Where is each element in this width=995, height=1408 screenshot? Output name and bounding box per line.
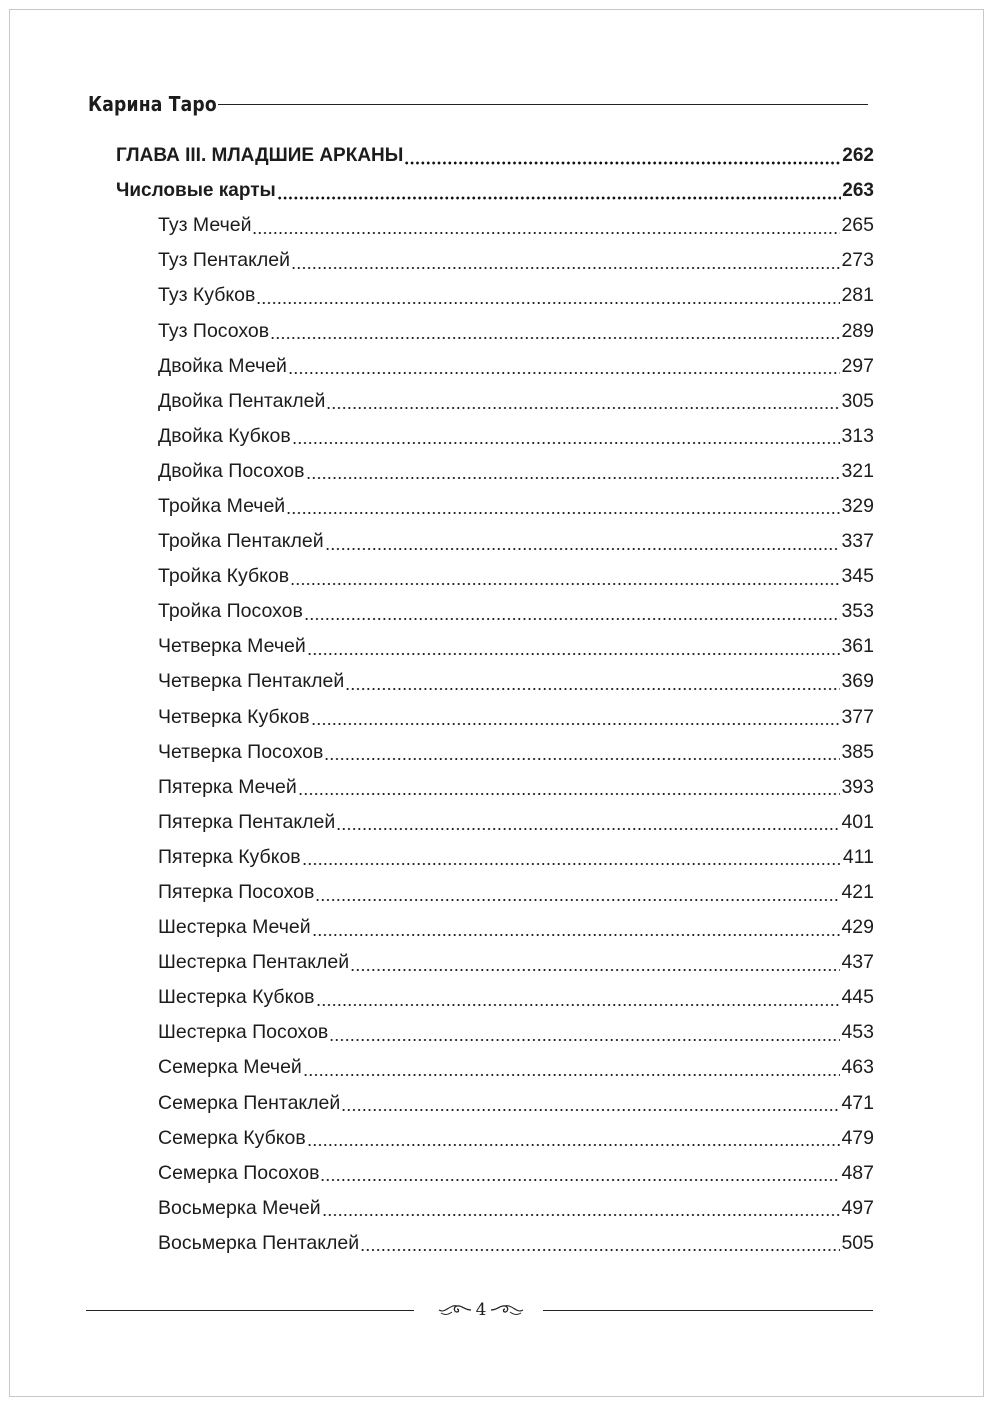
dot-leader [302,862,842,866]
toc-page-number: 345 [841,565,874,588]
footer-ornament [436,1300,526,1320]
footer-rule-left [86,1310,414,1311]
toc-entry-title: Шестерка Кубков [158,986,315,1009]
toc-page-number: 385 [841,740,874,763]
dot-leader [303,1073,841,1077]
toc-page-number: 361 [841,635,874,658]
dot-leader [404,161,841,165]
toc-entry-title: Шестерка Посохов [158,1021,329,1044]
table-of-contents [116,138,874,1261]
toc-entry-row [116,805,874,840]
toc-entry-row [116,875,874,910]
toc-page-number: 429 [841,916,874,939]
toc-entry-title: Четверка Пентаклей [158,670,345,693]
header-rule [218,104,868,105]
toc-entry-title: Двойка Мечей [158,354,287,377]
toc-page-number: 369 [841,670,874,693]
toc-entry-row [116,349,874,384]
toc-entry-title: Четверка Посохов [158,740,324,763]
toc-page-number: 305 [841,389,874,412]
toc-entry-title: ГЛАВА III. МЛАДШИЕ АРКАНЫ [116,144,404,166]
dot-leader [312,933,841,937]
dot-leader [316,1003,841,1007]
toc-entry-row [116,1191,874,1226]
toc-entry-row [116,419,874,454]
toc-page-number: 437 [841,951,874,974]
toc-entry-row [116,664,874,699]
toc-entry-row [116,770,874,805]
dot-leader [290,582,840,586]
dot-leader [315,898,840,902]
dot-leader [345,687,840,691]
toc-entry-title: Туз Посохов [158,319,270,342]
toc-entry-title: Тройка Мечей [158,494,286,517]
dot-leader [322,1213,841,1217]
toc-entry-row [116,384,874,419]
toc-page-number: 497 [841,1196,874,1219]
toc-entry-title: Тройка Кубков [158,565,290,588]
toc-page-number: 463 [841,1056,874,1079]
flourish-left-icon [438,1303,472,1317]
dot-leader [286,511,840,515]
page-number: 4 [475,1299,487,1320]
toc-entry-title: Шестерка Пентаклей [158,951,350,974]
toc-entry-row [116,454,874,489]
dot-leader [360,1248,840,1252]
toc-page-number: 377 [841,705,874,728]
toc-page-number: 265 [841,214,874,237]
toc-entry-title: Пятерка Кубков [158,845,301,868]
toc-entry-title: Пятерка Пентаклей [158,810,336,833]
toc-entry-title: Тройка Посохов [158,600,303,623]
toc-page-number: 321 [841,459,874,482]
dot-leader [341,1108,840,1112]
toc-page-number: 487 [841,1161,874,1184]
header-author: Карина Таро [88,92,217,116]
toc-page-number: 411 [842,845,874,868]
toc-page-number: 273 [841,249,874,272]
dot-leader [307,652,841,656]
dot-leader [277,196,842,200]
toc-entry-row [116,980,874,1015]
toc-page-number: 393 [841,775,874,798]
toc-entry-row [116,629,874,664]
toc-entry-row [116,1015,874,1050]
dot-leader [270,336,840,340]
toc-page-number: 445 [841,986,874,1009]
toc-page-number: 263 [842,179,874,201]
toc-entry-title: Семерка Посохов [158,1161,320,1184]
dot-leader [325,547,841,551]
dot-leader [320,1178,840,1182]
toc-entry-title: Семерка Кубков [158,1126,306,1149]
toc-entry-title: Семерка Мечей [158,1056,302,1079]
toc-heading-row [116,173,874,208]
dot-leader [326,406,840,410]
toc-entry-row [116,735,874,770]
dot-leader [350,968,840,972]
toc-page-number: 337 [841,530,874,553]
toc-heading-row [116,138,874,173]
toc-page-number: 289 [841,319,874,342]
toc-entry-row [116,910,874,945]
toc-page-number: 471 [841,1091,874,1114]
dot-leader [336,827,840,831]
toc-entry-row [116,559,874,594]
toc-entry-title: Туз Пентаклей [158,249,290,272]
toc-entry-title: Шестерка Мечей [158,916,311,939]
toc-entry-row [116,1050,874,1085]
toc-entry-title: Восьмерка Пентаклей [158,1231,360,1254]
toc-entry-title: Семерка Пентаклей [158,1091,341,1114]
toc-entry-row [116,243,874,278]
toc-entry-row [116,1226,874,1261]
toc-page-number: 479 [841,1126,874,1149]
toc-entry-row [116,489,874,524]
dot-leader [288,371,841,375]
toc-page-number: 329 [841,494,874,517]
toc-entry-row [116,208,874,243]
toc-page-number: 505 [841,1231,874,1254]
toc-entry-title: Двойка Посохов [158,459,305,482]
running-header [88,86,868,116]
dot-leader [324,757,840,761]
toc-entry-row [116,278,874,313]
toc-entry-title: Туз Мечей [158,214,252,237]
toc-entry-row [116,945,874,980]
dot-leader [291,266,840,270]
toc-entry-title: Пятерка Мечей [158,775,297,798]
toc-page-number: 421 [841,881,874,904]
toc-entry-row [116,840,874,875]
dot-leader [304,617,841,621]
toc-entry-title: Двойка Пентаклей [158,389,326,412]
toc-entry-title: Четверка Мечей [158,635,306,658]
toc-entry-title: Числовые карты [116,179,276,201]
toc-entry-row [116,1121,874,1156]
toc-page-number: 262 [842,144,874,166]
toc-entry-row [116,700,874,735]
toc-entry-title: Двойка Кубков [158,424,291,447]
dot-leader [329,1038,840,1042]
dot-leader [298,792,841,796]
page-footer [86,1298,873,1322]
footer-rule-right [543,1310,873,1311]
dot-leader [256,301,840,305]
toc-entry-row [116,313,874,348]
dot-leader [306,476,841,480]
toc-entry-title: Туз Кубков [158,284,256,307]
dot-leader [292,441,841,445]
toc-entry-title: Четверка Кубков [158,705,310,728]
toc-page-number: 297 [841,354,874,377]
dot-leader [307,1143,841,1147]
toc-entry-row [116,594,874,629]
dot-leader [252,231,840,235]
toc-page-number: 313 [841,424,874,447]
toc-entry-row [116,1156,874,1191]
dot-leader [311,722,841,726]
toc-page-number: 401 [841,810,874,833]
toc-page-number: 281 [841,284,874,307]
toc-page-number: 353 [841,600,874,623]
toc-entry-row [116,1086,874,1121]
toc-entry-title: Тройка Пентаклей [158,530,324,553]
toc-entry-row [116,524,874,559]
toc-entry-title: Восьмерка Мечей [158,1196,321,1219]
flourish-right-icon [490,1303,524,1317]
toc-entry-title: Пятерка Посохов [158,881,315,904]
toc-page-number: 453 [841,1021,874,1044]
